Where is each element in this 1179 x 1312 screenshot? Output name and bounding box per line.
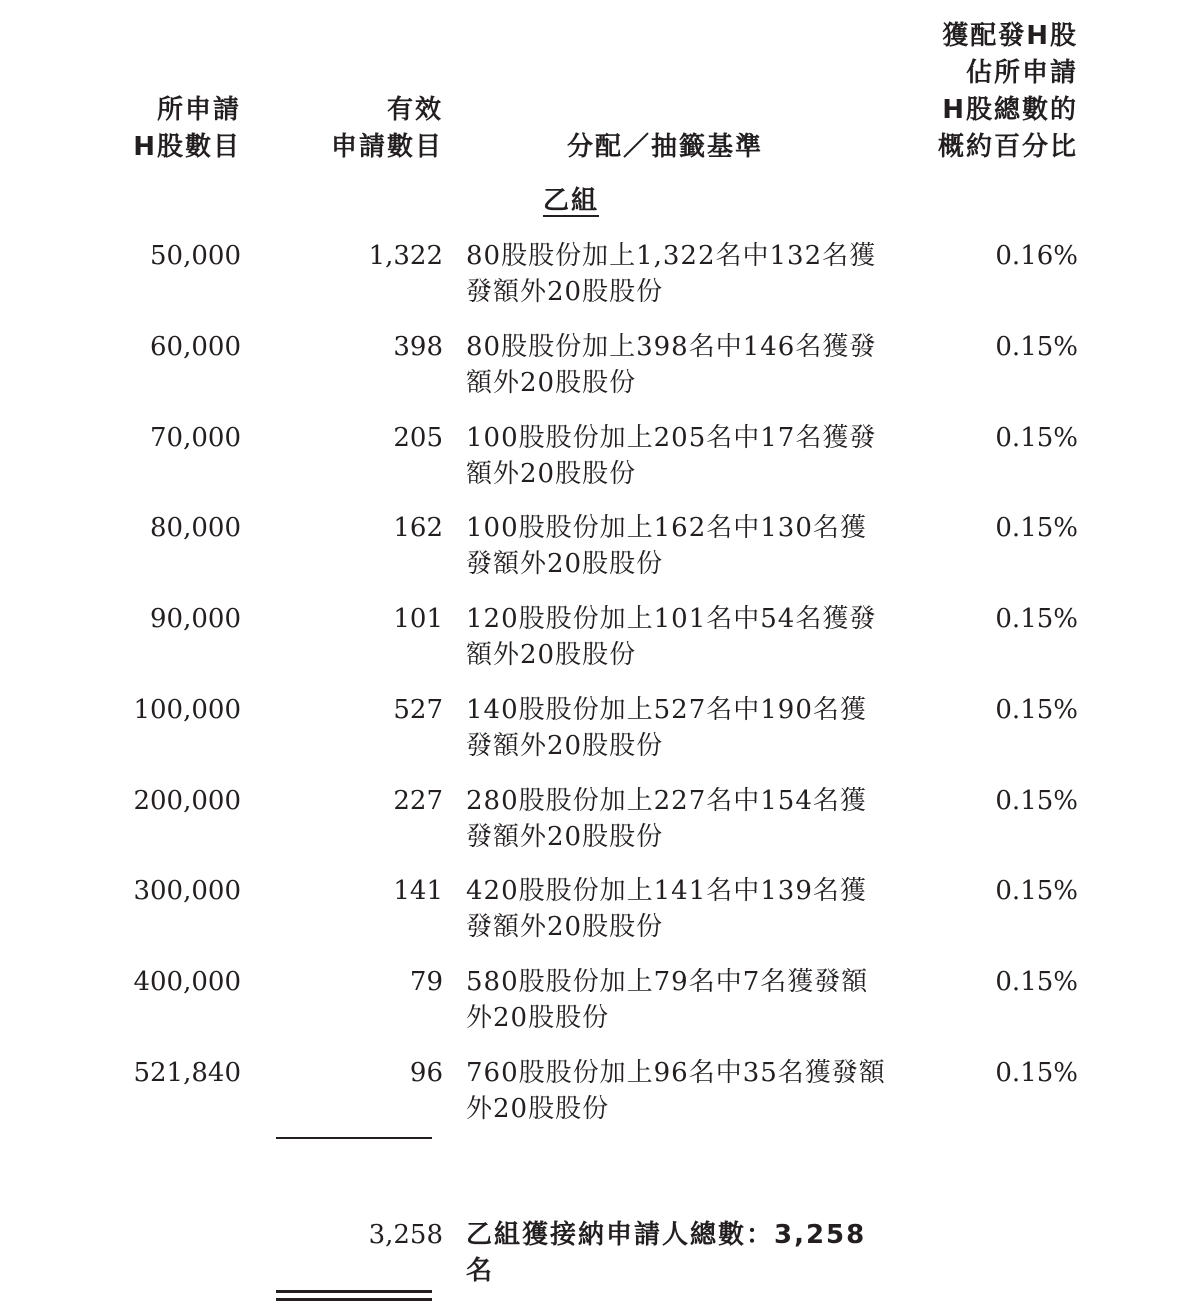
allocation-basis-cell: 760股股份加上96名中35名獲發額外20股股份	[466, 1058, 886, 1124]
table-row	[0, 329, 1179, 409]
shares-applied-cell: 50,000	[150, 241, 241, 271]
header-line: 分配／抽籤基準	[567, 132, 764, 162]
allocation-basis-cell: 580股股份加上79名中7名獲發額外20股股份	[466, 967, 869, 1033]
percentage-cell: 0.15%	[995, 876, 1078, 906]
shares-applied-cell: 400,000	[133, 967, 241, 997]
valid-applications-cell: 1,322	[368, 241, 443, 271]
shares-applied-cell: 100,000	[133, 695, 241, 725]
shares-applied-cell: 300,000	[133, 876, 241, 906]
total-double-rule-bottom	[276, 1298, 432, 1301]
shares-applied-cell: 80,000	[150, 513, 241, 543]
allocation-basis-cell: 80股股份加上398名中146名獲發額外20股股份	[466, 332, 877, 398]
header-line: 有效	[386, 95, 443, 125]
percentage-cell: 0.15%	[995, 423, 1078, 453]
header-line: H股數目	[133, 132, 241, 162]
valid-applications-cell: 101	[393, 604, 443, 634]
group-label: 乙組	[543, 186, 600, 216]
table-row	[0, 873, 1179, 953]
valid-applications-cell: 205	[393, 423, 443, 453]
table-row	[0, 601, 1179, 681]
valid-applications-cell: 227	[393, 786, 443, 816]
allocation-basis-cell: 140股股份加上527名中190名獲發額外20股股份	[466, 695, 867, 761]
header-line: 申請數目	[330, 132, 443, 162]
header-approx-percentage	[938, 18, 1078, 166]
percentage-cell: 0.15%	[995, 332, 1078, 362]
valid-applications-cell: 162	[393, 513, 443, 543]
percentage-cell: 0.15%	[995, 695, 1078, 725]
header-allocation-basis	[567, 129, 763, 166]
allocation-basis-cell: 420股股份加上141名中139名獲發額外20股股份	[466, 876, 867, 942]
table-row	[0, 692, 1179, 772]
percentage-cell: 0.15%	[995, 604, 1078, 634]
valid-applications-cell: 527	[393, 695, 443, 725]
allocation-basis-cell: 120股股份加上101名中54名獲發額外20股股份	[466, 604, 877, 670]
percentage-cell: 0.15%	[995, 1058, 1078, 1088]
table-row	[0, 510, 1179, 590]
allocation-basis-cell: 80股股份加上1,322名中132名獲發額外20股股份	[466, 241, 877, 307]
header-line: 所申請	[156, 95, 241, 125]
shares-applied-cell: 521,840	[133, 1058, 241, 1088]
percentage-cell: 0.15%	[995, 967, 1078, 997]
valid-applications-cell: 398	[393, 332, 443, 362]
header-line: 獲配發H股	[942, 21, 1078, 51]
total-valid-applications: 3,258	[368, 1220, 443, 1250]
allocation-basis-cell: 100股股份加上205名中17名獲發額外20股股份	[466, 423, 877, 489]
percentage-cell: 0.15%	[995, 786, 1078, 816]
valid-applications-cell: 96	[409, 1058, 443, 1088]
subtotal-rule	[276, 1137, 432, 1139]
shares-applied-cell: 200,000	[133, 786, 241, 816]
table-row	[0, 964, 1179, 1044]
total-double-rule-top	[276, 1290, 432, 1293]
header-line: H股總數的	[942, 95, 1078, 125]
valid-applications-cell: 79	[409, 967, 443, 997]
percentage-cell: 0.16%	[995, 241, 1078, 271]
table-row	[0, 1055, 1179, 1135]
allocation-basis-cell: 100股股份加上162名中130名獲發額外20股股份	[466, 513, 867, 579]
shares-applied-cell: 70,000	[150, 423, 241, 453]
table-row	[0, 238, 1179, 318]
total-successful-applicants: 乙組獲接納申請人總數：3,258名	[466, 1220, 867, 1286]
table-row	[0, 783, 1179, 863]
percentage-cell: 0.15%	[995, 513, 1078, 543]
header-line: 概約百分比	[937, 132, 1078, 162]
shares-applied-cell: 90,000	[150, 604, 241, 634]
header-valid-applications	[331, 92, 443, 166]
shares-applied-cell: 60,000	[150, 332, 241, 362]
header-line: 佔所申請	[965, 58, 1078, 88]
table-row	[0, 420, 1179, 500]
valid-applications-cell: 141	[393, 876, 443, 906]
allocation-basis-cell: 280股股份加上227名中154名獲發額外20股股份	[466, 786, 867, 852]
header-shares-applied	[133, 92, 241, 166]
